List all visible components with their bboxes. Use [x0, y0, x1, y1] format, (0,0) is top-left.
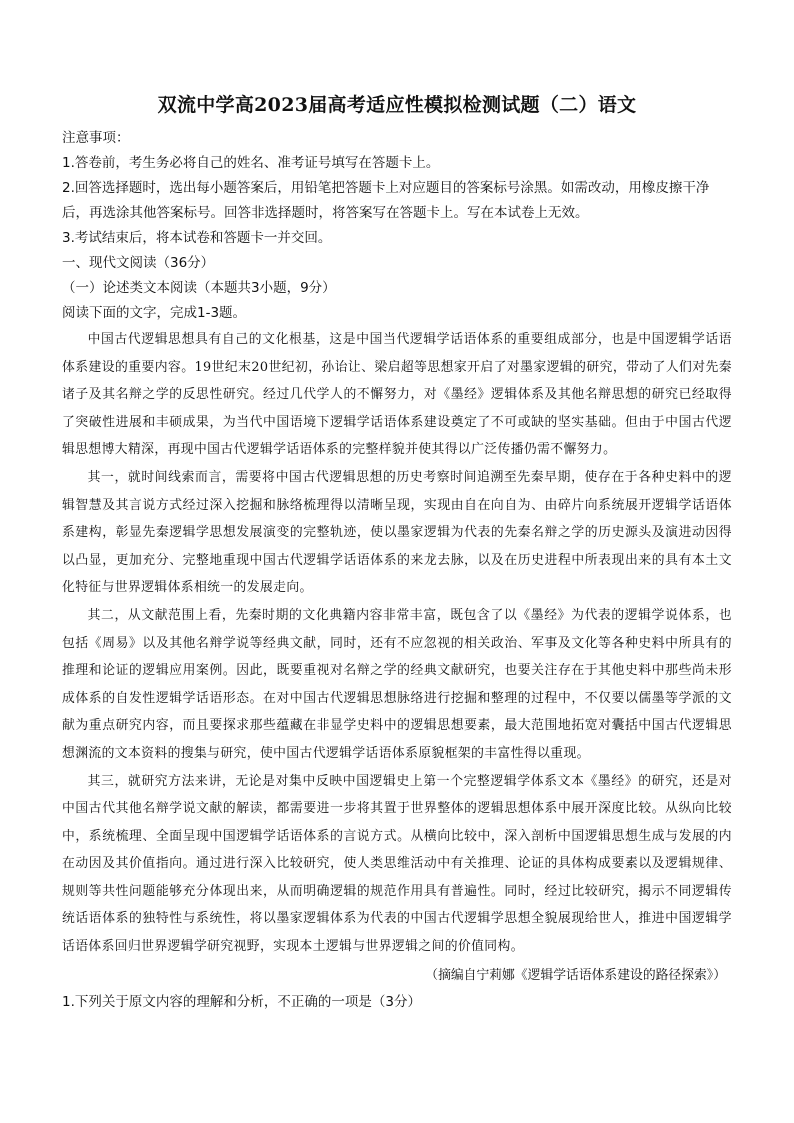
passage-paragraph: 其二，从文献范围上看，先秦时期的文化典籍内容非常丰富，既包含了以《墨经》为代表的逻辑学说体系，也包括《周易》以及其他名辩学说等经典文献，同时，还有不应忽视的相关政治、军事及文化等各种史料中所具有的推理和论证的逻辑应用案例。因此，既要重视对名辩之学的经典文献研究，也要关注存在于其他史料中那些尚未形成体系的自发性逻辑学话语形态。在对中国古代逻辑思想脉络进行挖掘和整理的过程中，不仅要以儒墨等学派的文献为重点研究内容，而且要探求那些蕴藏在非显学史料中的逻辑思想要素，最大范围地拓宽对囊括中国古代逻辑思想渊流的文本资料的搜集与研究，使中国古代逻辑学话语体系原貌框架的丰富性得以重现。: [62, 607, 732, 761]
passage-source: （摘编自宁莉娜《逻辑学话语体系建设的路径探索》）: [425, 967, 726, 983]
reading-instruction: 阅读下面的文字，完成1-3题。: [62, 305, 247, 321]
note-item: 1.答卷前，考生务必将自己的姓名、准考证号填写在答题卡上。: [62, 155, 440, 171]
section-heading: 一、现代文阅读（36分）: [62, 255, 215, 271]
passage-paragraph: 中国古代逻辑思想具有自己的文化根基，这是中国当代逻辑学话语体系的重要组成部分，也是中国逻辑学话语体系建设的重要内容。19世纪末20世纪初，孙诒让、梁启超等思想家开启了对墨家逻辑的研究，带动了人们对先秦诸子及其名辩之学的反思性研究。经过几代学人的不懈努力，对《墨经》逻辑体系及其他名辩思想的研究已经取得了突破性进展和丰硕成果，为当代中国语境下逻辑学话语体系建设奠定了不可或缺的坚实基础。但由于中国古代逻辑思想博大精深，再现中国古代逻辑学话语体系的完整样貌并使其得以广泛传播仍需不懈努力。: [62, 332, 732, 458]
passage-paragraph: 其一，就时间线索而言，需要将中国古代逻辑思想的历史考察时间追溯至先秦早期，使存在于各种史料中的逻辑智慧及其言说方式经过深入挖掘和脉络梳理得以清晰呈现，实现由自在向自为、由碎片向系统展开逻辑学话语体系建构，彰显先秦逻辑学思想发展演变的完整轨迹，使以墨家逻辑为代表的先秦名辩之学的历史源头及演进动因得以凸显，更加充分、完整地重现中国古代逻辑学话语体系的来龙去脉，以及在历史进程中所表现出来的具有本土文化特征与世界逻辑体系相统一的发展走向。: [62, 469, 732, 596]
exam-title: 双流中学高2023届高考适应性模拟检测试题（二）语文: [157, 94, 637, 116]
note-item: 2.回答选择题时，选出每小题答案后，用铅笔把答题卡上对应题目的答案标号涂黑。如需改动，用橡皮擦干净后，再选涂其他答案标号。回答非选择题时，将答案写在答题卡上。写在本试卷上无效。: [62, 180, 710, 221]
notes-heading: 注意事项：: [62, 130, 130, 146]
note-item: 3.考试结束后，将本试卷和答题卡一并交回。: [62, 230, 332, 246]
question-1: 1.下列关于原文内容的理解和分析，不正确的一项是（3分）: [62, 993, 421, 1010]
passage-paragraph: 其三，就研究方法来讲，无论是对集中反映中国逻辑史上第一个完整逻辑学体系文本《墨经》的研究，还是对中国古代其他名辩学说文献的解读，都需要进一步将其置于世界整体的逻辑思想体系中展开深度比较。从纵向比较中，系统梳理、全面呈现中国逻辑学话语体系的言说方式。从横向比较中，深入剖析中国逻辑思想生成与发展的内在动因及其价值指向。通过进行深入比较研究，使人类思维活动中有关推理、论证的具体构成要素以及逻辑规律、规则等共性问题能够充分体现出来，从而明确逻辑的规范作用具有普遍性。同时，经过比较研究，揭示不同逻辑传统话语体系的独特性与系统性，将以墨家逻辑体系为代表的中国古代逻辑学思想全貌展现给世人，推进中国逻辑学话语体系回归世界逻辑学研究视野，实现本土逻辑与世界逻辑之间的价值同构。: [62, 773, 732, 955]
subsection-heading: （一）论述类文本阅读（本题共3小题，9分）: [62, 280, 336, 296]
